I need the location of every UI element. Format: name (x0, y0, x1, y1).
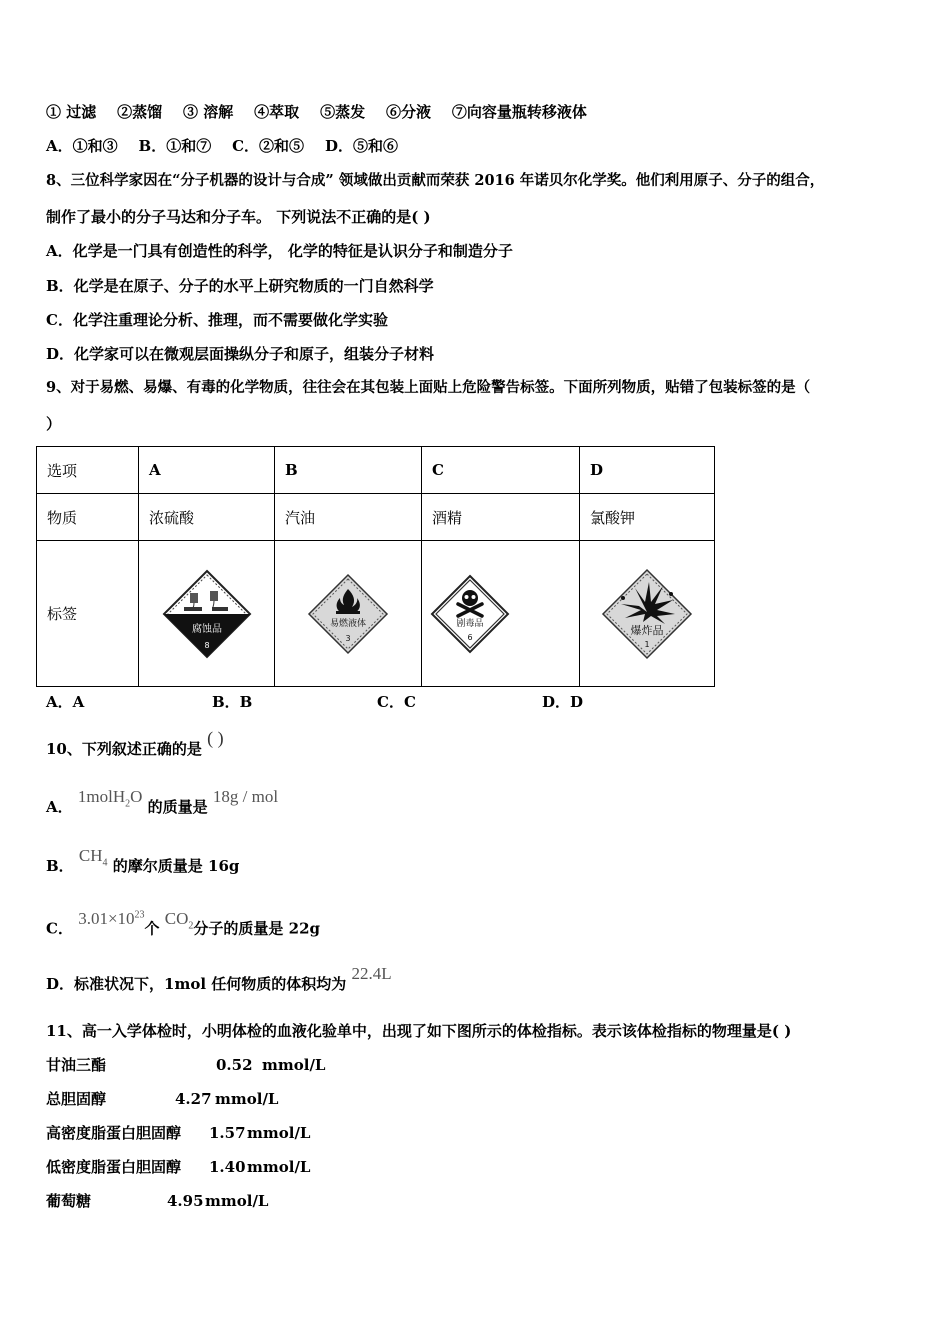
explosive-sign-icon (601, 568, 693, 660)
q7-options-line (46, 102, 587, 122)
q11-row (46, 1089, 278, 1109)
q11-row (46, 1157, 310, 1177)
q10-stem-text: 10、下列叙述正确的是 (46, 740, 202, 758)
q10-b-math-main: CH (78, 846, 103, 865)
q10-c-text: 分子的质量是 22g (193, 919, 320, 938)
table-cell: 标签 (37, 541, 139, 687)
corrosive-sign-icon (162, 569, 252, 659)
q11-row-unit: mmol/L (205, 1192, 269, 1210)
q10-b-math-sub: 4 (102, 857, 108, 869)
table-header-cell: B (275, 447, 422, 494)
q10-option-b (46, 846, 240, 883)
flammable-liquid-sign-icon (307, 573, 389, 655)
sign-text: 爆炸品 (630, 623, 664, 637)
q8-option-c: C．化学注重理论分析、推理，而不需要做化学实验 (46, 311, 388, 329)
q11-row-unit: mmol/L (247, 1124, 311, 1142)
q10-d-text: D．标准状况下，1mol 任何物质的体积均为 (46, 975, 347, 993)
q10-a-prefix: A． (46, 798, 73, 816)
q11-row-name: 高密度脂蛋白胆固醇 (46, 1124, 182, 1142)
q10-c-mid: 个 (144, 919, 160, 938)
q8-option-b: B．化学是在原子、分子的水平上研究物质的一门自然科学 (46, 277, 434, 295)
q10-option-d (46, 964, 392, 994)
table-header-cell: D (580, 447, 715, 494)
q10-c-math2-sub: 2 (188, 920, 194, 932)
q11-row-value: 1.57 (209, 1124, 246, 1142)
q7-option-7: ⑦向容量瓶转移液体 (451, 103, 587, 121)
sign-text: 腐蚀品 (191, 623, 222, 635)
q10-c-math2-main: CO (164, 908, 189, 928)
q10-c-math1-main: 3.01×10 (78, 908, 135, 928)
q10-a-math2: 18g / mol (212, 787, 279, 806)
table-cell: 浓硫酸 (139, 494, 275, 541)
sign-cell-a (139, 541, 275, 687)
table-cell: 氯酸钾 (580, 494, 715, 541)
q9-answers (46, 692, 583, 712)
q11-row-name: 葡萄糖 (46, 1192, 92, 1210)
q9-stem-line2: ） (46, 415, 62, 433)
q11-row-name: 总胆固醇 (46, 1090, 107, 1108)
table-cell: 汽油 (275, 494, 422, 541)
q11-row (46, 1055, 325, 1075)
q7-option-5: ⑤蒸发 (320, 103, 366, 121)
q7-option-4: ④萃取 (254, 103, 300, 121)
hazard-label-table (36, 446, 715, 687)
sign-cell-d (580, 541, 715, 687)
q10-a-math1-sub: 2 (125, 798, 131, 810)
q7-answer-a: A．①和③ (46, 137, 118, 155)
q7-answer-d: D．⑤和⑥ (324, 137, 398, 155)
sign-number: 8 (203, 640, 210, 650)
q10-c-math1-sup: 23 (134, 909, 145, 920)
q7-answer-c: C．②和⑤ (232, 137, 305, 155)
q7-option-3: ③ 溶解 (183, 103, 234, 121)
q8-stem-line2: 制作了最小的分子马达和分子车。 下列说法不正确的是( ) (46, 208, 431, 226)
toxic-sign-icon (430, 574, 510, 654)
q11-row (46, 1123, 310, 1143)
q10-d-math: 22.4L (351, 964, 392, 983)
q10-b-text: 的摩尔质量是 16g (112, 857, 240, 875)
sign-text: 剧毒品 (456, 618, 484, 629)
sign-number: 6 (467, 632, 473, 642)
q11-row-name: 低密度脂蛋白胆固醇 (46, 1158, 182, 1176)
q10-option-a (46, 787, 279, 824)
sign-cell-c (422, 541, 580, 687)
q11-row-value: 1.40 (209, 1158, 246, 1176)
q9-answer-a: A．A (46, 693, 85, 711)
table-cell: 酒精 (422, 494, 580, 541)
q9-stem-line1: 9、对于易燃、易爆、有毒的化学物质，往往会在其包装上面贴上危险警告标签。下面所列物质，贴错了包装标签的是（ (46, 379, 811, 396)
table-header-cell: C (422, 447, 580, 494)
q10-paren: ( ) (207, 728, 224, 748)
q10-a-math1-main: 1molH (77, 787, 126, 806)
q7-option-2: ②蒸馏 (117, 103, 163, 121)
q8-option-a: A．化学是一门具有创造性的科学， 化学的特征是认识分子和制造分子 (46, 242, 513, 260)
q8-option-d: D．化学家可以在微观层面操纵分子和原子，组装分子材料 (46, 345, 435, 363)
table-header-cell: 选项 (37, 447, 139, 494)
q7-answer-b: B．①和⑦ (138, 137, 212, 155)
q11-row-value: 0.52 (216, 1056, 253, 1074)
q11-row-name: 甘油三酯 (46, 1056, 107, 1074)
q10-option-c (46, 908, 320, 946)
q10-c-math2 (164, 908, 194, 932)
sign-number: 1 (644, 639, 650, 649)
q9-answer-d: D．D (542, 693, 584, 711)
q11-row-unit: mmol/L (215, 1090, 279, 1108)
q11-row-value: 4.95 (167, 1192, 204, 1210)
sign-cell-b (275, 541, 422, 687)
q8-stem-line1: 8、三位科学家因在“分子机器的设计与合成” 领域做出贡献而荣获 2016 年诺贝尔化学奖。他们利用原子、分子的组合， (46, 172, 825, 189)
q11-stem: 11、高一入学体检时，小明体检的血液化验单中，出现了如下图所示的体检指标。表示该体检指标的物理量是( ) (46, 1022, 792, 1040)
q10-a-math1 (77, 787, 143, 810)
q11-row-unit: mmol/L (262, 1056, 326, 1074)
q7-option-6: ⑥分液 (385, 103, 431, 121)
q10-a-math1-tail: O (130, 787, 143, 806)
q9-answer-b: B．B (212, 693, 253, 711)
sign-number: 3 (345, 633, 351, 643)
q10-stem (46, 728, 224, 759)
q11-row (46, 1191, 268, 1211)
q10-b-math (78, 846, 108, 869)
q7-option-1: ① 过滤 (46, 103, 97, 121)
table-cell: 物质 (37, 494, 139, 541)
sign-text: 易燃液体 (329, 618, 367, 629)
q10-a-mid: 的质量是 (147, 798, 208, 816)
q7-answers (46, 136, 398, 156)
q11-row-unit: mmol/L (247, 1158, 311, 1176)
q10-c-math1 (78, 909, 144, 928)
q10-b-prefix: B． (46, 857, 74, 875)
q11-row-value: 4.27 (175, 1090, 212, 1108)
table-header-cell: A (139, 447, 275, 494)
q10-c-prefix: C． (46, 919, 73, 938)
q9-answer-c: C．C (377, 693, 416, 711)
